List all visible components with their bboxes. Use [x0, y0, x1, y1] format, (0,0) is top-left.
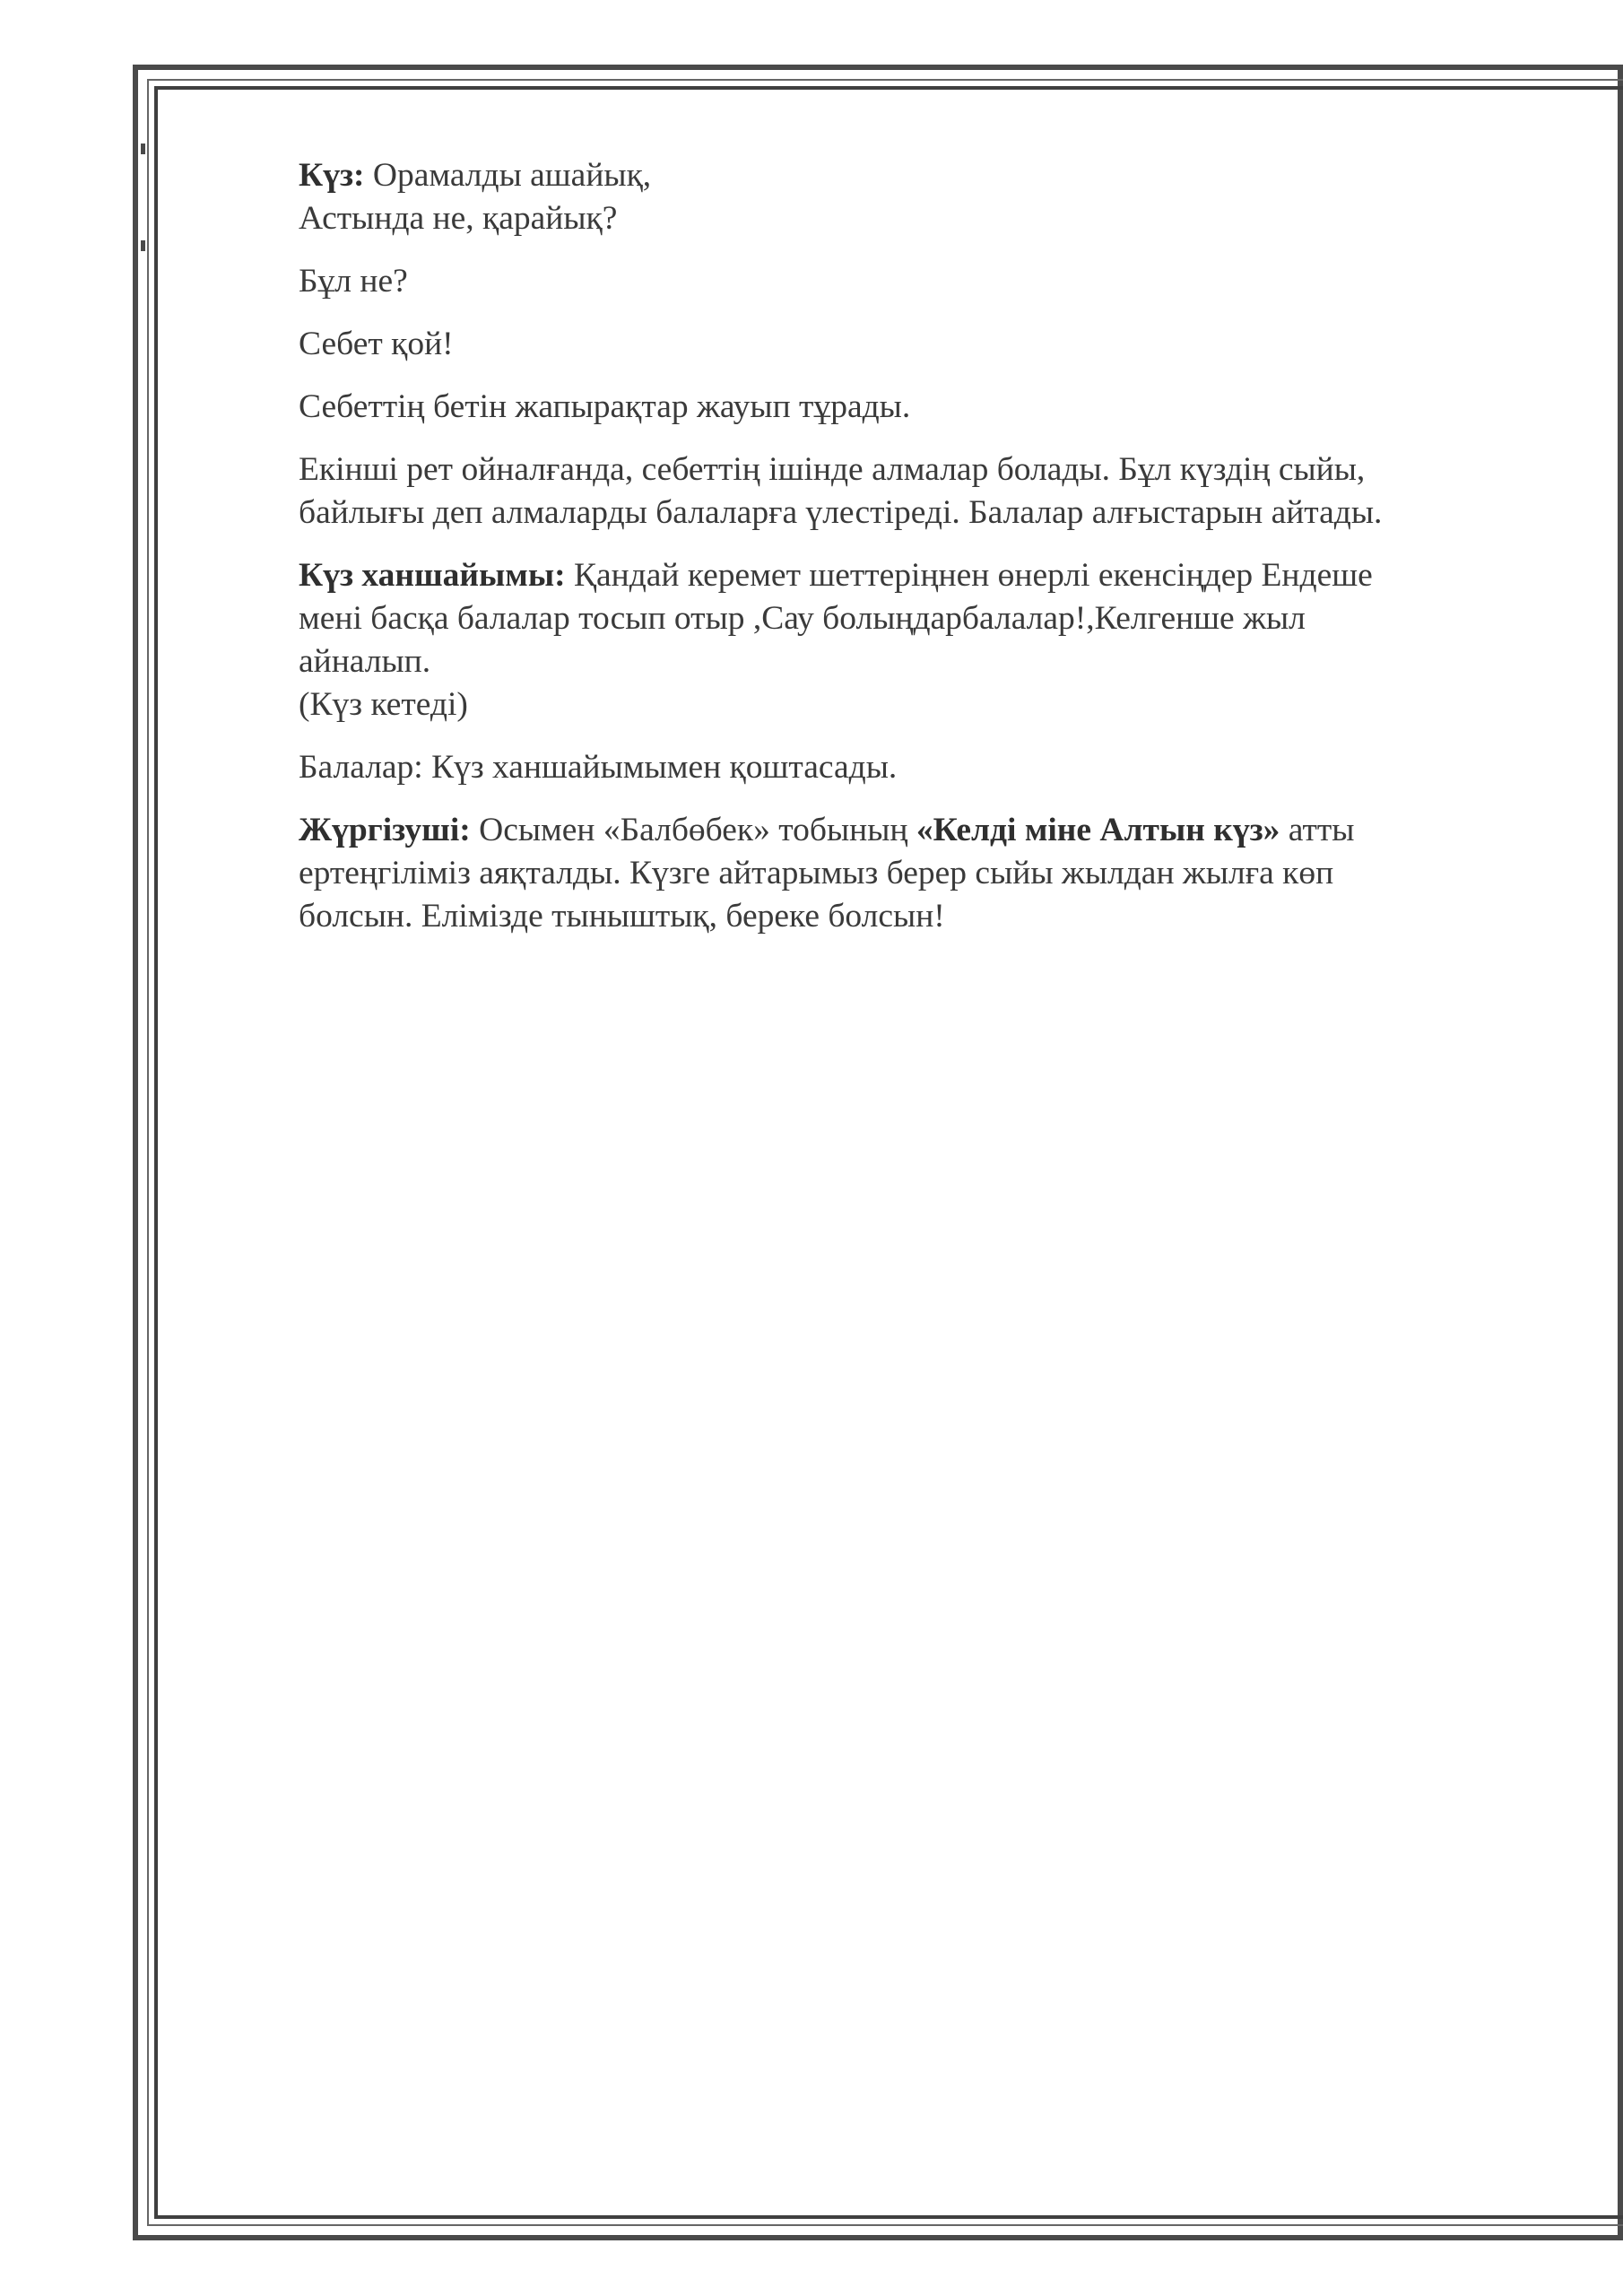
paragraph-text: Бұл не? — [299, 263, 408, 300]
margin-mark — [141, 240, 145, 251]
stage-direction: (Күз кетеді) — [299, 686, 468, 723]
paragraph-narration — [299, 448, 1527, 535]
dialogue-text: Астында не, қарайық? — [299, 200, 618, 237]
narration-line: Екінші рет ойналғанда, себеттің ішінде алмалар болады. Бұл күздің сыйы, — [299, 451, 1366, 488]
narration-line: байлығы деп алмаларды балаларға үлестіреді. Балалар алғыстарын айтады. — [299, 494, 1383, 531]
dialogue-text: атты — [1288, 812, 1355, 848]
dialogue-text: Орамалды ашайық, — [372, 157, 652, 194]
event-title: «Келді міне Алтын күз» — [916, 812, 1280, 848]
speaker-name: Күз: — [299, 157, 365, 194]
dialogue-text: айналып. — [299, 643, 431, 680]
dialogue-text: Осымен «Балбөбек» тобының — [479, 812, 908, 848]
dialogue-text: болсын. Елімізде тыныштық, береке болсын! — [299, 898, 945, 935]
paragraph-text: Себеттің бетін жапырақтар жауып тұрады. — [299, 388, 911, 425]
dialogue-text: ертеңгіліміз аяқталды. Күзге айтарымыз берер сыйы жылдан жылға көп — [299, 855, 1334, 891]
paragraph-kuz — [299, 154, 1527, 240]
paragraph-zhurgizushi — [299, 809, 1527, 938]
paragraph-kuz-khanshaiymy — [299, 554, 1527, 726]
document-body — [299, 154, 1527, 958]
dialogue-text: Қандай керемет шеттеріңнен өнерлі екенсіңдер Ендеше — [573, 557, 1373, 594]
speaker-name: Күз ханшайымы: — [299, 557, 566, 594]
paragraph-text: Балалар: Күз ханшайымымен қоштасады. — [299, 749, 898, 786]
dialogue-text: мені басқа балалар тосып отыр ,Сау болыңдарбалалар!,Келгенше жыл — [299, 600, 1306, 637]
margin-mark — [141, 144, 145, 154]
speaker-name: Жүргізуші: — [299, 812, 471, 848]
paragraph-text: Себет қой! — [299, 326, 454, 362]
